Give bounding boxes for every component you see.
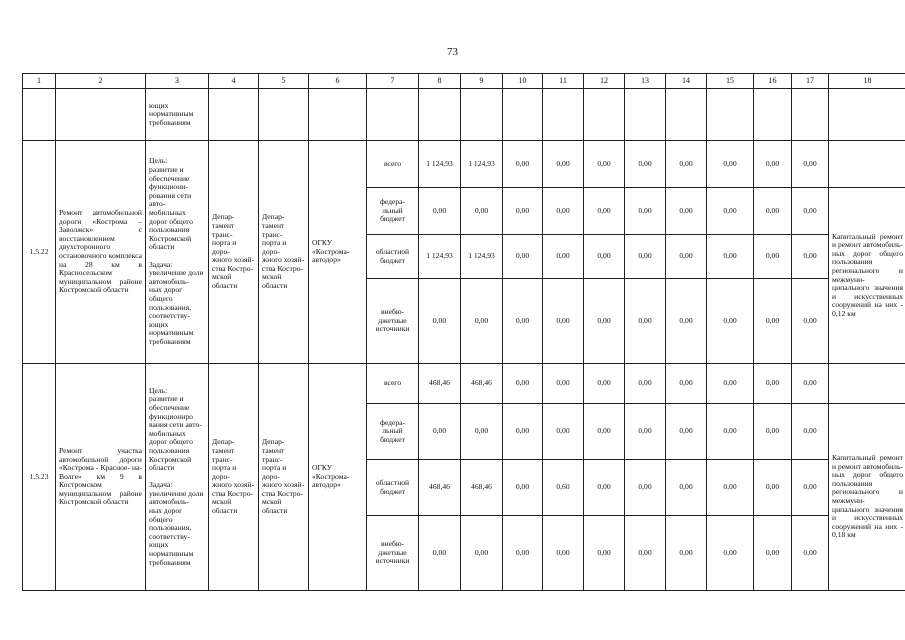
amount-cell: 0,00: [625, 460, 666, 516]
funding-source: федера- льный бюджет: [367, 188, 419, 235]
amount-cell: 0,00: [625, 404, 666, 460]
amount-cell: 0,00: [754, 188, 792, 235]
amount-cell: 0,00: [792, 364, 829, 404]
amount-cell: 0,60: [543, 460, 584, 516]
amount-cell: 0,00: [792, 279, 829, 364]
funding-source: внебю- джетные источники: [367, 516, 419, 591]
amount-cell: 0,00: [754, 516, 792, 591]
col-header: 12: [584, 74, 625, 89]
amount-cell: 0,00: [503, 516, 543, 591]
amount-cell: 0,00: [754, 404, 792, 460]
amount-cell: 0,00: [625, 235, 666, 279]
amount-cell: 0,00: [625, 141, 666, 188]
col-header: 18: [829, 74, 905, 89]
result-empty: [829, 364, 905, 404]
amount-cell: 0,00: [543, 516, 584, 591]
amount-cell: 0,00: [666, 141, 707, 188]
amount-cell: 0,00: [543, 404, 584, 460]
amount-cell: 0,00: [584, 235, 625, 279]
event-goal: Цель: развитие и обеспечение функциони- рования сети авто- мобильных дорог общего пользования Костромской области Задача: увеличение доли автомобиль- ных дорог общего пользования, соответству- ющих нормативным требованиям: [146, 141, 209, 364]
funding-source: всего: [367, 141, 419, 188]
amount-cell: 1 124,93: [419, 235, 461, 279]
row-number: 1.5.22: [23, 141, 56, 364]
column-number-row: [23, 74, 905, 89]
amount-cell: 1 124,93: [419, 141, 461, 188]
amount-cell: 0,00: [584, 364, 625, 404]
amount-cell: 0,00: [707, 364, 754, 404]
amount-cell: 0,00: [792, 516, 829, 591]
amount-cell: 0,00: [754, 141, 792, 188]
amount-cell: 0,00: [792, 404, 829, 460]
col-header: 10: [503, 74, 543, 89]
amount-cell: 0,00: [584, 404, 625, 460]
amount-cell: 468,46: [461, 364, 503, 404]
amount-cell: 0,00: [666, 364, 707, 404]
coordinator: Депар- тамент транс- порта и доро- жного хозяй- ства Костро- мской области: [259, 364, 309, 591]
amount-cell: 0,00: [543, 141, 584, 188]
col-header: 13: [625, 74, 666, 89]
col-header: 1: [23, 74, 56, 89]
amount-cell: 0,00: [461, 188, 503, 235]
expected-result: Капитальный ремонт и ремонт автомобиль- ных дорог общего пользования регионального и межмуни- ципального значения и искусственных сооружений на них - 0,18 км: [829, 404, 905, 591]
amount-cell: 0,00: [625, 188, 666, 235]
program-table: [22, 73, 905, 591]
amount-cell: 0,00: [666, 279, 707, 364]
amount-cell: 0,00: [543, 188, 584, 235]
amount-cell: 0,00: [666, 404, 707, 460]
amount-cell: 0,00: [754, 460, 792, 516]
continuation-row: [23, 89, 905, 141]
table-row: [23, 364, 905, 404]
amount-cell: 0,00: [503, 279, 543, 364]
amount-cell: 0,00: [503, 460, 543, 516]
funding-source: федера- льный бюджет: [367, 404, 419, 460]
amount-cell: 0,00: [503, 188, 543, 235]
amount-cell: 0,00: [625, 279, 666, 364]
event-name: Ремонт участка автомобильной дороги «Кострома - Красное- на- Волге» км 9 в Костромском муниципальном районе Костромской области: [56, 364, 146, 591]
amount-cell: 0,00: [584, 516, 625, 591]
amount-cell: 0,00: [419, 188, 461, 235]
executor: ОГКУ «Кострома- автодор»: [309, 364, 367, 591]
col-header: 11: [543, 74, 584, 89]
amount-cell: 0,00: [754, 364, 792, 404]
amount-cell: 1 124,93: [461, 235, 503, 279]
amount-cell: 0,00: [666, 516, 707, 591]
amount-cell: 0,00: [584, 460, 625, 516]
col-header: 16: [754, 74, 792, 89]
amount-cell: 468,46: [461, 460, 503, 516]
col-header: 4: [209, 74, 259, 89]
amount-cell: 0,00: [419, 279, 461, 364]
amount-cell: 0,00: [503, 141, 543, 188]
customer: Депар- тамент транс- порта и доро- жного хозяй- ства Костро- мской области: [209, 141, 259, 364]
col-header: 17: [792, 74, 829, 89]
event-name: Ремонт автомобильной дороги «Кострома – Заволжск» с восстановлением двухсторонного остановочного комплекса на 28 км в Красносельском муниципальном районе Костромской области: [56, 141, 146, 364]
amount-cell: 0,00: [543, 235, 584, 279]
amount-cell: 0,00: [707, 460, 754, 516]
col-header: 15: [707, 74, 754, 89]
amount-cell: 0,00: [792, 235, 829, 279]
amount-cell: 0,00: [461, 279, 503, 364]
amount-cell: 1 124,93: [461, 141, 503, 188]
event-goal: Цель: развитие и обеспечение функциониро вания сети авто- мобильных дорог общего пользования Костромской области Задача: увеличение доли автомобиль- ных дорог общего пользования, соответству- ющих нормативным требованиям: [146, 364, 209, 591]
amount-cell: 468,46: [419, 460, 461, 516]
amount-cell: 0,00: [503, 364, 543, 404]
col-header: 3: [146, 74, 209, 89]
continuation-text: ющих нормативным требованиям: [146, 89, 209, 141]
page-number: 73: [447, 46, 458, 58]
col-header: 7: [367, 74, 419, 89]
amount-cell: 0,00: [707, 279, 754, 364]
funding-source: областной бюджет: [367, 460, 419, 516]
col-header: 5: [259, 74, 309, 89]
amount-cell: 0,00: [625, 364, 666, 404]
table-row: [23, 141, 905, 188]
amount-cell: 0,00: [543, 364, 584, 404]
expected-result: Капитальный ремонт и ремонт автомобиль- ных дорог общего пользования регионального и межмуни- ципального значения и искусственных сооружений на них - 0,12 км: [829, 188, 905, 364]
funding-source: областной бюджет: [367, 235, 419, 279]
amount-cell: 0,00: [584, 188, 625, 235]
funding-source: всего: [367, 364, 419, 404]
amount-cell: 0,00: [584, 141, 625, 188]
amount-cell: 0,00: [503, 235, 543, 279]
amount-cell: 0,00: [625, 516, 666, 591]
amount-cell: 0,00: [792, 188, 829, 235]
funding-source: внебю- джетные источники: [367, 279, 419, 364]
coordinator: Депар- тамент транс- порта и доро- жного хозяй- ства Костро- мской области: [259, 141, 309, 364]
amount-cell: 0,00: [666, 188, 707, 235]
amount-cell: 0,00: [707, 404, 754, 460]
amount-cell: 0,00: [707, 235, 754, 279]
amount-cell: 0,00: [503, 404, 543, 460]
amount-cell: 468,46: [419, 364, 461, 404]
col-header: 14: [666, 74, 707, 89]
amount-cell: 0,00: [419, 516, 461, 591]
amount-cell: 0,00: [666, 460, 707, 516]
amount-cell: 0,00: [461, 516, 503, 591]
amount-cell: 0,00: [754, 279, 792, 364]
amount-cell: 0,00: [792, 141, 829, 188]
customer: Депар- тамент транс- порта и доро- жного хозяй- ства Костро- мской области: [209, 364, 259, 591]
amount-cell: 0,00: [584, 279, 625, 364]
amount-cell: 0,00: [792, 460, 829, 516]
amount-cell: 0,00: [419, 404, 461, 460]
amount-cell: 0,00: [754, 235, 792, 279]
result-empty: [829, 141, 905, 188]
amount-cell: 0,00: [543, 279, 584, 364]
amount-cell: 0,00: [707, 516, 754, 591]
amount-cell: 0,00: [707, 188, 754, 235]
amount-cell: 0,00: [461, 404, 503, 460]
col-header: 2: [56, 74, 146, 89]
executor: ОГКУ «Кострома- автодор»: [309, 141, 367, 364]
row-number: 1.5.23: [23, 364, 56, 591]
amount-cell: 0,00: [707, 141, 754, 188]
col-header: 9: [461, 74, 503, 89]
col-header: 6: [309, 74, 367, 89]
amount-cell: 0,00: [666, 235, 707, 279]
col-header: 8: [419, 74, 461, 89]
